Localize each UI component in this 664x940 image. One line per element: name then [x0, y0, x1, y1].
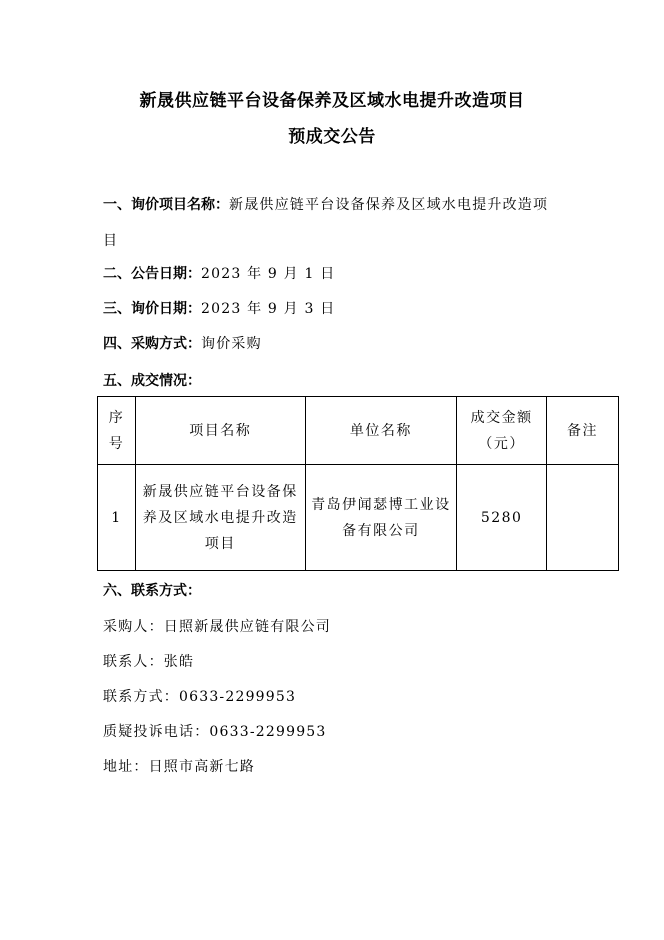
cell-unit-line2: 备有限公司: [342, 522, 420, 539]
result-line: [103, 370, 201, 390]
cell-project: [135, 465, 305, 571]
result-label: 五、成交情况：: [103, 373, 201, 389]
announce-date-value: 2023 年 9 月 1 日: [201, 266, 336, 282]
header-amount: [457, 397, 547, 465]
announce-date-line: [103, 263, 336, 283]
inquiry-date-label: 三、询价日期：: [103, 301, 201, 317]
project-name-label: 一、询价项目名称：: [103, 197, 229, 213]
header-project: 项目名称: [135, 397, 305, 465]
project-name-value: 新晟供应链平台设备保养及区域水电提升改造项: [229, 197, 549, 213]
table-row: [98, 465, 619, 571]
document-title-line1: 新晟供应链平台设备保养及区域水电提升改造项目: [139, 91, 525, 111]
method-line: [103, 333, 262, 353]
method-value: 询价采购: [201, 336, 262, 352]
result-table: [97, 396, 619, 571]
cell-seq: 1: [98, 465, 136, 571]
contact-person: 联系人：张皓: [103, 654, 195, 670]
header-unit: 单位名称: [305, 397, 457, 465]
project-name-value-cont: 目: [103, 233, 119, 249]
cell-unit-line1: 青岛伊闻瑟博工业设: [311, 496, 451, 513]
cell-remark: [547, 465, 619, 571]
inquiry-date-value: 2023 年 9 月 3 日: [201, 301, 336, 317]
cell-project-line3: 项目: [204, 535, 236, 552]
header-amount-line2: （元）: [478, 435, 525, 452]
inquiry-date-line: [103, 298, 336, 318]
cell-amount: 5280: [457, 465, 547, 571]
header-seq: 序号: [98, 397, 136, 465]
cell-project-line2: 养及区域水电提升改造: [142, 509, 298, 526]
contact-line: [103, 580, 201, 600]
contact-label: 六、联系方式：: [103, 583, 201, 599]
contact-phone: 联系方式：0633-2299953: [103, 689, 297, 705]
contact-complaint-phone: 质疑投诉电话：0633-2299953: [103, 724, 327, 740]
project-name-line: [103, 194, 548, 214]
header-amount-line1: 成交金额: [470, 409, 533, 426]
method-label: 四、采购方式：: [103, 336, 201, 352]
contact-address: 地址：日照市高新七路: [103, 759, 255, 775]
project-name-continuation: [103, 230, 118, 250]
announce-date-label: 二、公告日期：: [103, 266, 201, 282]
document-title-line2: 预成交公告: [288, 127, 376, 147]
cell-project-line1: 新晟供应链平台设备保: [142, 483, 298, 500]
cell-unit: [305, 465, 457, 571]
table-header-row: [98, 397, 619, 465]
header-remark: 备注: [547, 397, 619, 465]
contact-buyer: 采购人：日照新晟供应链有限公司: [103, 619, 331, 635]
